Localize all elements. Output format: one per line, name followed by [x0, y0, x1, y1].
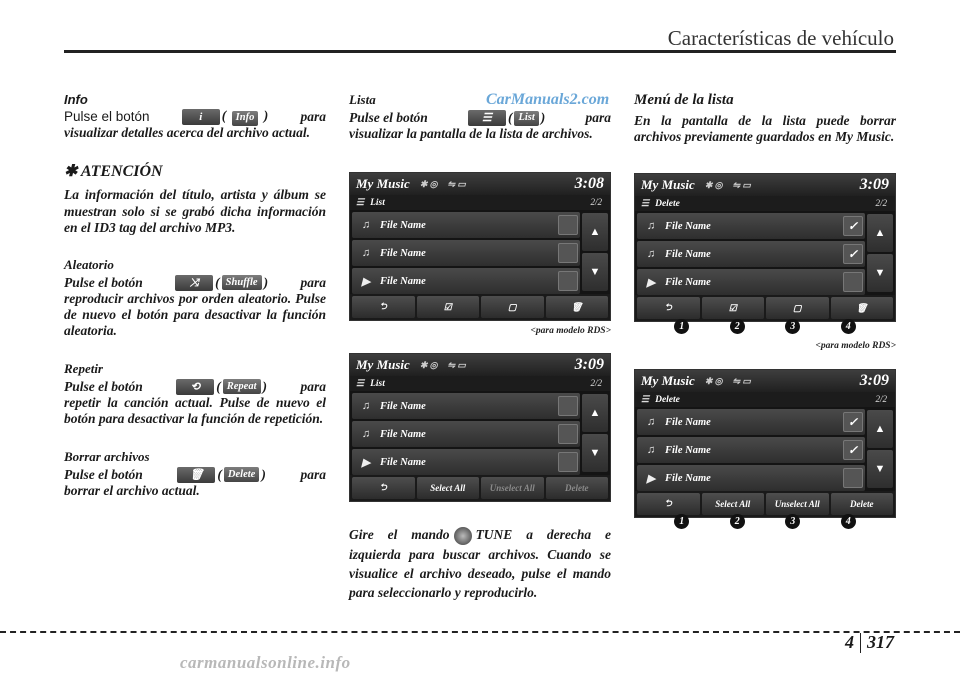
checkbox-icon: ✓ — [843, 216, 863, 236]
screen-bottom-button: Select All — [417, 477, 480, 499]
screen-bottom-icon: ⮌ — [379, 482, 387, 492]
music-note-icon: ♫ — [646, 416, 656, 428]
delete-button: 🗑 ( Delete ) — [177, 467, 265, 483]
header-title: Características de vehículo — [667, 26, 894, 50]
screen-bottom-button — [481, 296, 544, 318]
music-note-icon: ♫ — [361, 247, 371, 259]
callout-marker: 2 — [730, 514, 745, 529]
screen-subbar: ☰ Delete 2/2 — [635, 392, 895, 407]
checkbox-icon — [558, 271, 578, 291]
caption-rds-2: <para modelo RDS> — [815, 341, 896, 351]
shuffle-label: Shuffle — [222, 275, 262, 290]
callout-marker: 2 — [730, 319, 745, 334]
screen-bottom-button — [637, 297, 700, 319]
repeat-icon: ⟲ — [176, 379, 214, 395]
shuffle-icon: ⤨ — [175, 275, 213, 291]
usb-icon: ⇋ ▭ — [447, 178, 466, 189]
list-label: List — [514, 111, 538, 126]
screen-bottom-icon: ⮌ — [664, 302, 672, 312]
repeat-line: Pulse el botón ⟲ ( Repeat ) para — [64, 378, 326, 394]
bottom-watermark: carmanualsonline.info — [180, 653, 351, 672]
file-row: ▶ File Name — [637, 269, 865, 295]
music-note-icon: ♫ — [361, 400, 371, 412]
screen-bottom-button — [702, 297, 765, 319]
file-row: ♫ File Name — [352, 240, 580, 266]
page-value: 317 — [867, 632, 894, 652]
page-number — [845, 632, 894, 653]
watermark: CarManuals2.com — [486, 91, 610, 108]
bluetooth-icon: ✱ ◎ — [704, 179, 723, 190]
down-arrow-icon: ▼ — [867, 254, 893, 292]
bluetooth-icon: ✱ ◎ — [704, 375, 723, 386]
up-arrow-icon: ▲ — [867, 214, 893, 252]
file-row: ♫ File Name — [352, 393, 580, 419]
list-menu-text: En la pantalla de la lista puede borrar archivos previamente guardados en My Music. — [634, 113, 896, 144]
screen-subbar: ☰ Delete 2/2 — [635, 196, 895, 211]
music-note-icon: ♫ — [646, 220, 656, 232]
list-icon: ☰ — [468, 110, 506, 126]
down-arrow-icon: ▼ — [867, 450, 893, 488]
screen-list — [349, 353, 611, 502]
screen-list-rds — [349, 172, 611, 321]
up-arrow-icon: ▲ — [582, 213, 608, 251]
list-menu-title: Menú de la lista — [634, 92, 734, 108]
screen-bottom-button — [546, 296, 609, 318]
screen-bottom-button: Delete — [546, 477, 609, 499]
file-row: ♫ File Name — [352, 421, 580, 447]
screen-bottom-icon: 🗑 — [571, 301, 583, 312]
info-button: i ( Info ) — [182, 109, 268, 125]
checkbox-icon — [843, 468, 863, 488]
caption-rds-1: <para modelo RDS> — [530, 326, 611, 336]
delete-line: Pulse el botón 🗑 ( Delete ) para — [64, 466, 326, 482]
list-icon: ☰ — [641, 394, 650, 404]
screen-bottom-button — [417, 296, 480, 318]
bluetooth-icon: ✱ ◎ — [419, 178, 438, 189]
usb-icon: ⇋ ▭ — [732, 179, 751, 190]
callout-marker: 4 — [841, 514, 856, 529]
music-note-icon: ▶ — [646, 276, 656, 289]
trash-icon: 🗑 — [177, 467, 215, 483]
file-row: ▶ File Name — [637, 465, 865, 491]
screen-topbar: My Music ✱ ◎ ⇋ ▭ 3:09 — [635, 370, 895, 392]
column-right — [634, 92, 896, 145]
file-row: ♫ File Name — [352, 212, 580, 238]
screen-bottom-button: Select All — [702, 493, 765, 515]
list-icon: ☰ — [356, 197, 365, 207]
checkbox-icon — [843, 272, 863, 292]
screen-bottom-icon: ⮌ — [379, 301, 387, 311]
tune-knob-icon — [454, 527, 472, 545]
delete-title: Borrar archivos — [64, 448, 150, 464]
delete-label: Delete — [224, 467, 259, 482]
checkbox-icon — [558, 424, 578, 444]
repeat-title: Repetir — [64, 360, 103, 376]
screen-topbar: My Music ✱ ◎ ⇋ ▭ 3:09 — [350, 354, 610, 376]
footer-rule — [0, 631, 960, 633]
checkbox-icon — [558, 452, 578, 472]
info-icon: i — [182, 109, 220, 125]
screen-bottom-button: Delete — [831, 493, 894, 515]
down-arrow-icon: ▼ — [582, 434, 608, 472]
music-note-icon: ▶ — [361, 456, 371, 469]
screen-bottom-button — [831, 297, 894, 319]
info-line: Pulse el botón i ( Info ) para — [64, 108, 326, 124]
repeat-text: repetir la canción actual. Pulse de nuevo el botón para desactivar la función de repetición. — [64, 394, 326, 426]
shuffle-title: Aleatorio — [64, 256, 114, 272]
list-button: ☰ ( List ) — [468, 110, 545, 126]
music-note-icon: ♫ — [646, 248, 656, 260]
file-row: ♫ File Name ✓ — [637, 213, 865, 239]
checkbox-icon — [558, 215, 578, 235]
callout-marker: 1 — [674, 514, 689, 529]
list-title: Lista — [349, 92, 376, 107]
screen-bottom-button — [352, 477, 415, 499]
column-left — [64, 92, 326, 499]
checkbox-icon — [558, 243, 578, 263]
checkbox-icon: ✓ — [843, 440, 863, 460]
chapter-number: 4 — [845, 632, 854, 652]
up-arrow-icon: ▲ — [867, 410, 893, 448]
screen-delete — [634, 369, 896, 518]
screen-bottom-icon: ☑ — [443, 301, 452, 312]
checkbox-icon: ✓ — [843, 412, 863, 432]
repeat-label: Repeat — [223, 379, 261, 394]
screen-bottom-icon: ⮌ — [664, 498, 672, 508]
usb-icon: ⇋ ▭ — [732, 375, 751, 386]
tune-text: Gire el mando TUNE a derecha e izquierda para buscar archivos. Cuando se visualice el archivo deseado, pulse el mando para seleccionarlo y reproducirlo. — [349, 527, 612, 600]
info-text: visualizar detalles acerca del archivo actual. — [64, 125, 310, 140]
checkbox-icon — [558, 396, 578, 416]
music-note-icon: ♫ — [361, 428, 371, 440]
file-row: ♫ File Name ✓ — [637, 437, 865, 463]
shuffle-line: Pulse el botón ⤨ ( Shuffle ) para — [64, 274, 326, 290]
info-label: Info — [232, 111, 259, 126]
delete-text: borrar el archivo actual. — [64, 482, 200, 498]
screen-topbar: My Music ✱ ◎ ⇋ ▭ 3:09 — [635, 174, 895, 196]
screen-topbar: My Music ✱ ◎ ⇋ ▭ 3:08 — [350, 173, 610, 195]
down-arrow-icon: ▼ — [582, 253, 608, 291]
file-row: ▶ File Name — [352, 268, 580, 294]
callout-marker: 1 — [674, 319, 689, 334]
callouts-2 — [634, 514, 896, 529]
info-title: Info — [64, 92, 88, 107]
callouts-1 — [634, 319, 896, 334]
screen-bottom-icon: 🗑 — [856, 302, 868, 313]
usb-icon: ⇋ ▭ — [447, 359, 466, 370]
screen-bottom-icon: ▢ — [507, 301, 517, 312]
list-icon: ☰ — [641, 198, 650, 208]
header-rule — [64, 50, 896, 53]
music-note-icon: ▶ — [361, 275, 371, 288]
screen-bottom-button: Unselect All — [766, 493, 829, 515]
file-row: ▶ File Name — [352, 449, 580, 475]
screen-bottom-button: Unselect All — [481, 477, 544, 499]
music-note-icon: ♫ — [646, 444, 656, 456]
screen-subbar: ☰ List 2/2 — [350, 195, 610, 210]
checkbox-icon: ✓ — [843, 244, 863, 264]
music-note-icon: ▶ — [646, 472, 656, 485]
list-text: visualizar la pantalla de la lista de archivos. — [349, 126, 593, 141]
list-icon: ☰ — [356, 378, 365, 388]
shuffle-text: reproducir archivos por orden aleatorio. Pulse de nuevo el botón para desactivar la función aleatoria. — [64, 290, 326, 338]
attention-body: La información del título, artista y álbum se muestran solo si se grabó dicha información en el ID3 tag del archivo MP3. — [64, 187, 326, 235]
music-note-icon: ♫ — [361, 219, 371, 231]
attention-title: ✱ ATENCIÓN — [64, 163, 163, 180]
screen-bottom-icon: ☑ — [728, 302, 737, 313]
bluetooth-icon: ✱ ◎ — [419, 359, 438, 370]
list-line: Pulse el botón ☰ ( List ) para — [349, 110, 611, 125]
callout-marker: 3 — [785, 319, 800, 334]
screen-bottom-button — [637, 493, 700, 515]
screen-bottom-button — [766, 297, 829, 319]
file-row: ♫ File Name ✓ — [637, 241, 865, 267]
file-row: ♫ File Name ✓ — [637, 409, 865, 435]
screen-bottom-button — [352, 296, 415, 318]
asterisk-icon: ✱ — [64, 163, 78, 180]
screen-delete-rds — [634, 173, 896, 322]
shuffle-button: ⤨ ( Shuffle ) — [175, 275, 268, 291]
screen-subbar: ☰ List 2/2 — [350, 376, 610, 391]
callout-marker: 4 — [841, 319, 856, 334]
repeat-button: ⟲ ( Repeat ) — [176, 379, 267, 395]
screen-bottom-icon: ▢ — [792, 302, 802, 313]
up-arrow-icon: ▲ — [582, 394, 608, 432]
callout-marker: 3 — [785, 514, 800, 529]
